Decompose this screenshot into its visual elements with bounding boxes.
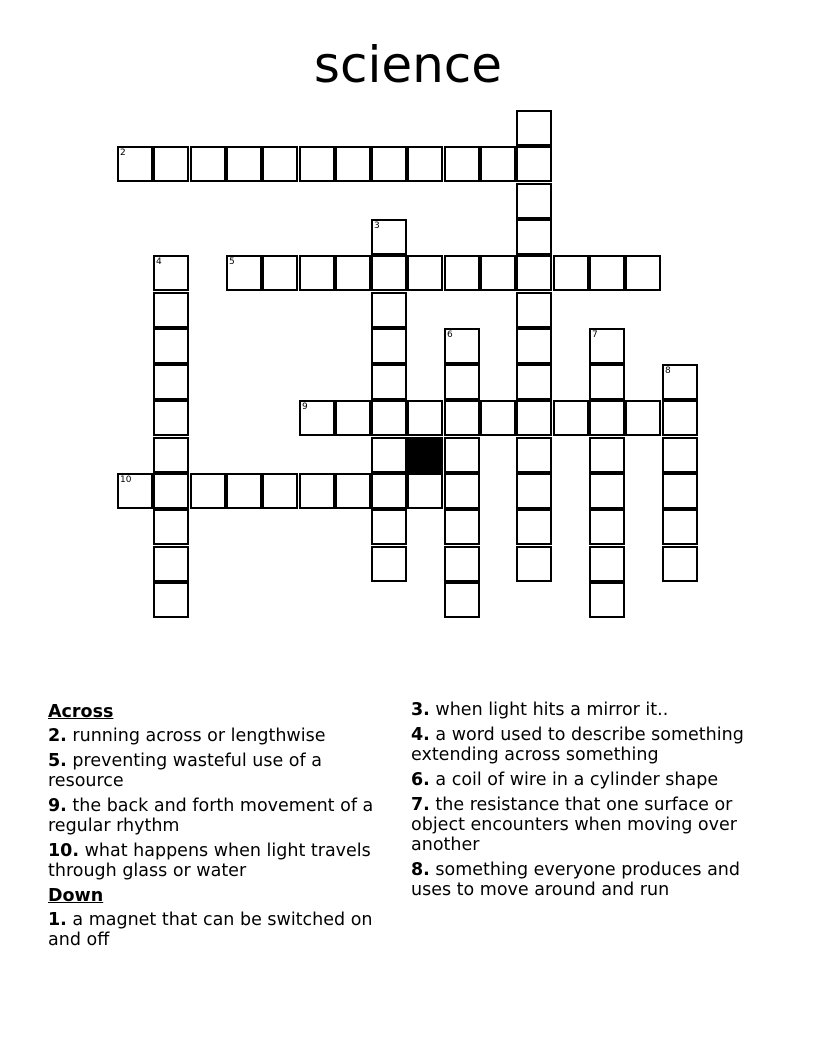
grid-cell[interactable]: [262, 146, 298, 182]
grid-cell[interactable]: [371, 219, 407, 255]
grid-cell[interactable]: [516, 364, 552, 400]
grid-cell[interactable]: [153, 582, 189, 618]
clue-number: 4.: [411, 725, 430, 745]
clue-number: 9.: [48, 796, 67, 816]
grid-cell[interactable]: [153, 255, 189, 291]
grid-cell[interactable]: [589, 255, 625, 291]
grid-cell[interactable]: [117, 473, 153, 509]
clue-number-label: 4: [156, 257, 162, 267]
grid-cell[interactable]: [662, 546, 698, 582]
grid-cell[interactable]: [371, 255, 407, 291]
clue-number-label: 3: [374, 221, 380, 231]
grid-cell[interactable]: [662, 400, 698, 436]
clue-text: a magnet that can be switched on and off: [48, 910, 373, 950]
grid-cell[interactable]: [589, 582, 625, 618]
grid-cell[interactable]: [662, 364, 698, 400]
clue-number-label: 8: [665, 366, 671, 376]
grid-cell[interactable]: [516, 110, 552, 146]
grid-cell[interactable]: [117, 146, 153, 182]
grid-cell[interactable]: [516, 183, 552, 219]
grid-cell[interactable]: [407, 146, 443, 182]
down-clue-7: [411, 795, 771, 855]
grid-cell[interactable]: [625, 400, 661, 436]
grid-cell[interactable]: [371, 400, 407, 436]
grid-cell[interactable]: [335, 146, 371, 182]
grid-cell[interactable]: [589, 437, 625, 473]
grid-cell[interactable]: [371, 509, 407, 545]
grid-cell[interactable]: [153, 546, 189, 582]
down-heading: Down: [48, 886, 104, 906]
grid-cell[interactable]: [444, 437, 480, 473]
grid-cell[interactable]: [262, 473, 298, 509]
grid-cell[interactable]: [444, 473, 480, 509]
grid-cell[interactable]: [444, 582, 480, 618]
clue-text: a coil of wire in a cylinder shape: [435, 770, 719, 790]
grid-cell[interactable]: [516, 546, 552, 582]
grid-cell[interactable]: [516, 255, 552, 291]
clue-number-label: 6: [447, 330, 453, 340]
page-title: science: [313, 36, 503, 94]
clue-number-label: 9: [302, 402, 308, 412]
grid-cell[interactable]: [299, 400, 335, 436]
clue-text: running across or lengthwise: [72, 726, 326, 746]
grid-cell[interactable]: [407, 400, 443, 436]
clues-right-column: [411, 700, 771, 905]
grid-cell[interactable]: [153, 473, 189, 509]
grid-cell[interactable]: [516, 473, 552, 509]
grid-cell[interactable]: [589, 546, 625, 582]
clue-number: 3.: [411, 700, 430, 720]
clue-number-label: 5: [229, 257, 235, 267]
clue-number-label: 10: [120, 475, 132, 485]
grid-cell[interactable]: [662, 437, 698, 473]
grid-cell[interactable]: [153, 292, 189, 328]
grid-cell[interactable]: [444, 400, 480, 436]
grid-cell[interactable]: [516, 219, 552, 255]
grid-cell[interactable]: [516, 509, 552, 545]
grid-cell[interactable]: [480, 146, 516, 182]
grid-cell[interactable]: [371, 364, 407, 400]
grid-cell[interactable]: [662, 509, 698, 545]
grid-cell[interactable]: [190, 473, 226, 509]
grid-cell[interactable]: [553, 400, 589, 436]
grid-cell[interactable]: [407, 473, 443, 509]
grid-cell[interactable]: [371, 292, 407, 328]
clue-number: 10.: [48, 841, 80, 861]
grid-cell[interactable]: [153, 400, 189, 436]
grid-cell[interactable]: [153, 146, 189, 182]
clue-text: the back and forth movement of a regular rhythm: [48, 796, 374, 836]
grid-cell[interactable]: [625, 255, 661, 291]
grid-cell[interactable]: [480, 255, 516, 291]
grid-cell[interactable]: [444, 509, 480, 545]
grid-cell[interactable]: [589, 400, 625, 436]
grid-cell[interactable]: [516, 437, 552, 473]
clue-text: preventing wasteful use of a resource: [48, 751, 322, 791]
grid-cell[interactable]: [553, 255, 589, 291]
down-clue-6: [411, 770, 771, 790]
grid-cell[interactable]: [371, 437, 407, 473]
clue-number-label: 7: [592, 330, 598, 340]
grid-cell[interactable]: [299, 473, 335, 509]
grid-cell[interactable]: [444, 255, 480, 291]
grid-cell[interactable]: [153, 328, 189, 364]
grid-cell[interactable]: [190, 146, 226, 182]
down-clue-1: [48, 910, 393, 950]
across-clue-10: [48, 841, 393, 881]
grid-cell[interactable]: [516, 328, 552, 364]
across-clue-5: [48, 751, 393, 791]
grid-cell[interactable]: [335, 473, 371, 509]
across-clue-9: [48, 796, 393, 836]
clue-number: 7.: [411, 795, 430, 815]
grid-cell[interactable]: [226, 473, 262, 509]
across-heading: Across: [48, 702, 114, 722]
down-clue-3: [411, 700, 771, 720]
clue-number: 8.: [411, 860, 430, 880]
grid-cell[interactable]: [516, 292, 552, 328]
grid-cell[interactable]: [335, 255, 371, 291]
grid-cell[interactable]: [444, 328, 480, 364]
grid-cell[interactable]: [153, 364, 189, 400]
clue-text: something everyone produces and uses to move around and run: [411, 860, 741, 900]
clue-number: 5.: [48, 751, 67, 771]
clue-text: when light hits a mirror it..: [435, 700, 669, 720]
across-clue-2: [48, 726, 393, 746]
grid-cell[interactable]: [516, 146, 552, 182]
grid-cell[interactable]: [589, 364, 625, 400]
grid-cell[interactable]: [371, 473, 407, 509]
grid-cell[interactable]: [480, 400, 516, 436]
grid-cell[interactable]: [299, 255, 335, 291]
grid-cell[interactable]: [371, 328, 407, 364]
clue-number-label: 2: [120, 148, 126, 158]
grid-cell[interactable]: [444, 546, 480, 582]
grid-cell[interactable]: [371, 146, 407, 182]
clue-number: 2.: [48, 726, 67, 746]
grid-cell[interactable]: [589, 509, 625, 545]
grid-cell[interactable]: [444, 146, 480, 182]
grid-cell[interactable]: [262, 255, 298, 291]
grid-cell[interactable]: [371, 546, 407, 582]
blocked-cell: [407, 437, 443, 473]
grid-cell[interactable]: [226, 146, 262, 182]
grid-cell[interactable]: [153, 437, 189, 473]
grid-cell[interactable]: [516, 400, 552, 436]
grid-cell[interactable]: [589, 473, 625, 509]
grid-cell[interactable]: [662, 473, 698, 509]
down-clue-4: [411, 725, 771, 765]
clue-text: a word used to describe something extending across something: [411, 725, 744, 765]
grid-cell[interactable]: [335, 400, 371, 436]
grid-cell[interactable]: [299, 146, 335, 182]
clue-number: 1.: [48, 910, 67, 930]
grid-cell[interactable]: [153, 509, 189, 545]
clue-number: 6.: [411, 770, 430, 790]
grid-cell[interactable]: [407, 255, 443, 291]
clue-text: what happens when light travels through glass or water: [48, 841, 371, 881]
grid-cell[interactable]: [444, 364, 480, 400]
down-clue-8: [411, 860, 771, 900]
grid-cell[interactable]: [589, 328, 625, 364]
clues-left-column: [48, 700, 393, 955]
grid-cell[interactable]: [226, 255, 262, 291]
clue-text: the resistance that one surface or object encounters when moving over another: [411, 795, 737, 855]
